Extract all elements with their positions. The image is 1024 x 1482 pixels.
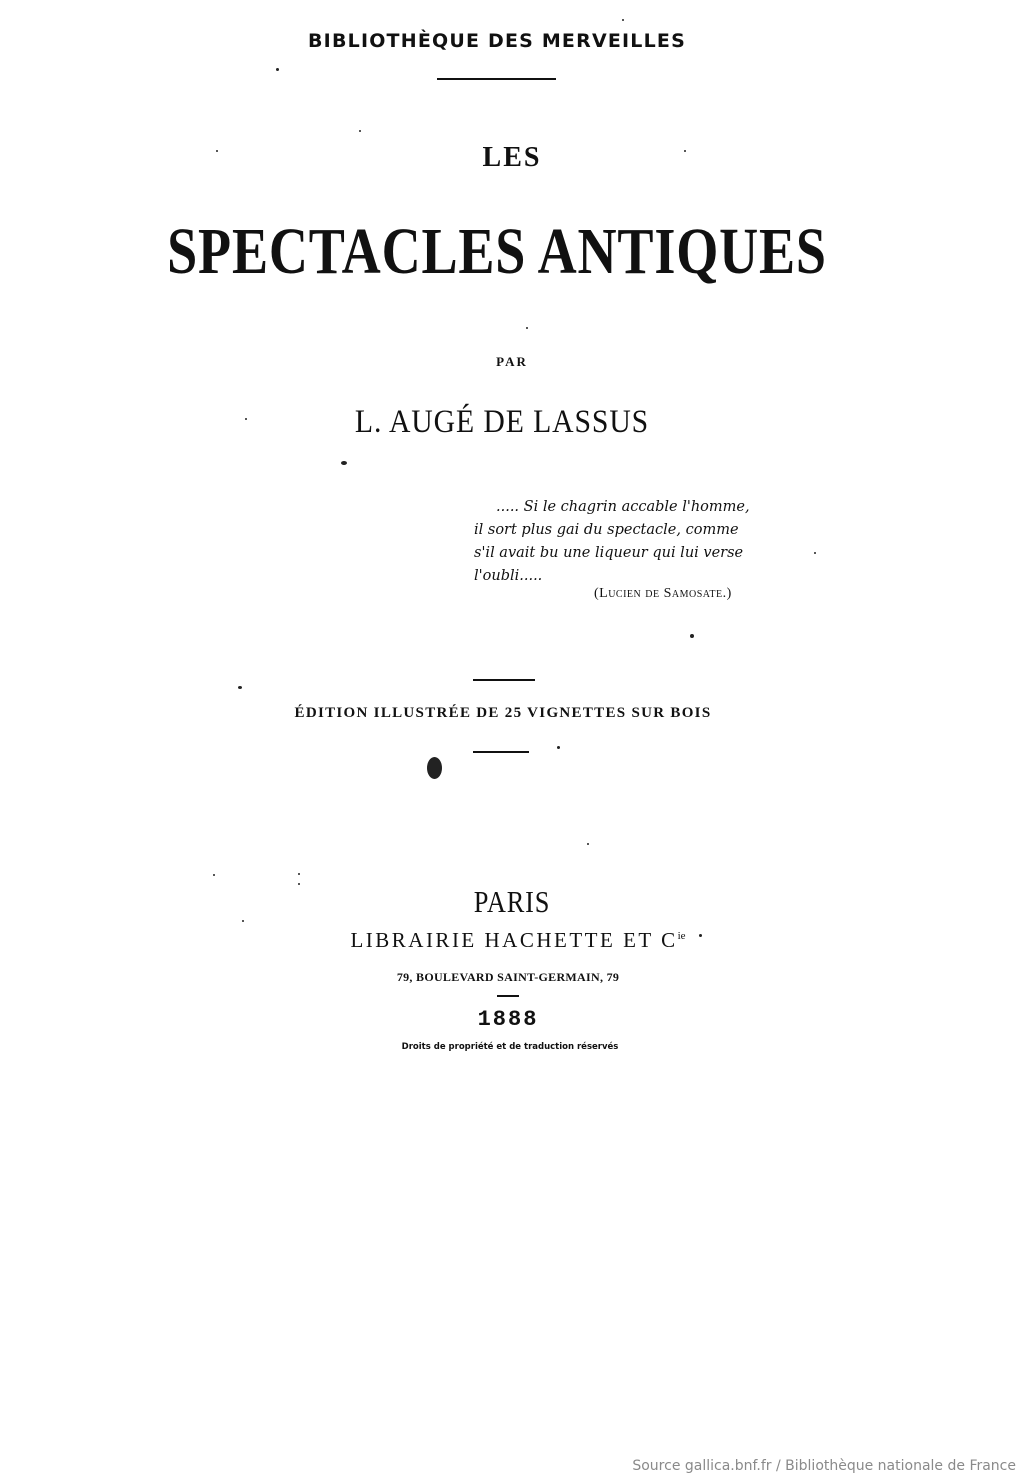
scan-speck bbox=[526, 327, 528, 329]
scan-speck bbox=[242, 920, 244, 922]
publisher-name: LIBRAIRIE HACHETTE ET C bbox=[350, 928, 678, 952]
scan-speck bbox=[622, 19, 624, 21]
book-title: SPECTACLES ANTIQUES bbox=[167, 215, 827, 288]
epigraph-line: l'oubli..... bbox=[474, 568, 543, 584]
scan-speck bbox=[298, 883, 300, 885]
title-prefix: LES bbox=[482, 142, 542, 173]
scan-speck bbox=[587, 843, 589, 845]
divider-rule bbox=[473, 751, 529, 753]
epigraph bbox=[474, 496, 804, 588]
epigraph-line: s'il avait bu une liqueur qui lui verse bbox=[474, 545, 744, 561]
scan-speck bbox=[684, 150, 686, 152]
series-name: BIBLIOTHÈQUE DES MERVEILLES bbox=[308, 30, 686, 52]
scan-speck bbox=[699, 934, 702, 937]
imprint-publisher bbox=[0, 928, 1024, 953]
divider-rule bbox=[473, 679, 535, 681]
scan-speck bbox=[557, 746, 560, 749]
rights-notice: Droits de propriété et de traduction réservés bbox=[401, 1042, 619, 1052]
author-name: L. AUGÉ DE LASSUS bbox=[354, 404, 650, 440]
imprint-address: 79, BOULEVARD SAINT-GERMAIN, 79 bbox=[396, 970, 620, 984]
epigraph-line: ..... Si le chagrin accable l'homme, bbox=[496, 499, 750, 515]
scan-speck bbox=[298, 873, 300, 875]
divider-rule bbox=[497, 995, 519, 997]
by-label: PAR bbox=[496, 354, 528, 369]
scan-speck bbox=[359, 130, 361, 132]
scan-speck bbox=[276, 68, 279, 71]
edition-note: ÉDITION ILLUSTRÉE DE 25 VIGNETTES SUR BOIS bbox=[294, 705, 712, 721]
scan-speck bbox=[216, 150, 218, 152]
scan-speck bbox=[245, 418, 247, 420]
scan-speck bbox=[690, 634, 694, 638]
source-credit: Source gallica.bnf.fr / Bibliothèque nationale de France bbox=[632, 1458, 1016, 1474]
epigraph-line: il sort plus gai du spectacle, comme bbox=[474, 522, 739, 538]
imprint-city: PARIS bbox=[473, 884, 551, 919]
scan-speck bbox=[427, 757, 442, 779]
publisher-suffix: ie bbox=[677, 930, 686, 942]
scan-speck bbox=[814, 552, 816, 554]
epigraph-attribution: (Lucien de Samosate.) bbox=[594, 586, 732, 601]
publication-year: 1888 bbox=[477, 1007, 539, 1032]
scan-speck bbox=[238, 686, 242, 689]
scan-speck bbox=[341, 461, 347, 465]
scan-speck bbox=[213, 874, 215, 876]
divider-rule bbox=[437, 78, 556, 80]
